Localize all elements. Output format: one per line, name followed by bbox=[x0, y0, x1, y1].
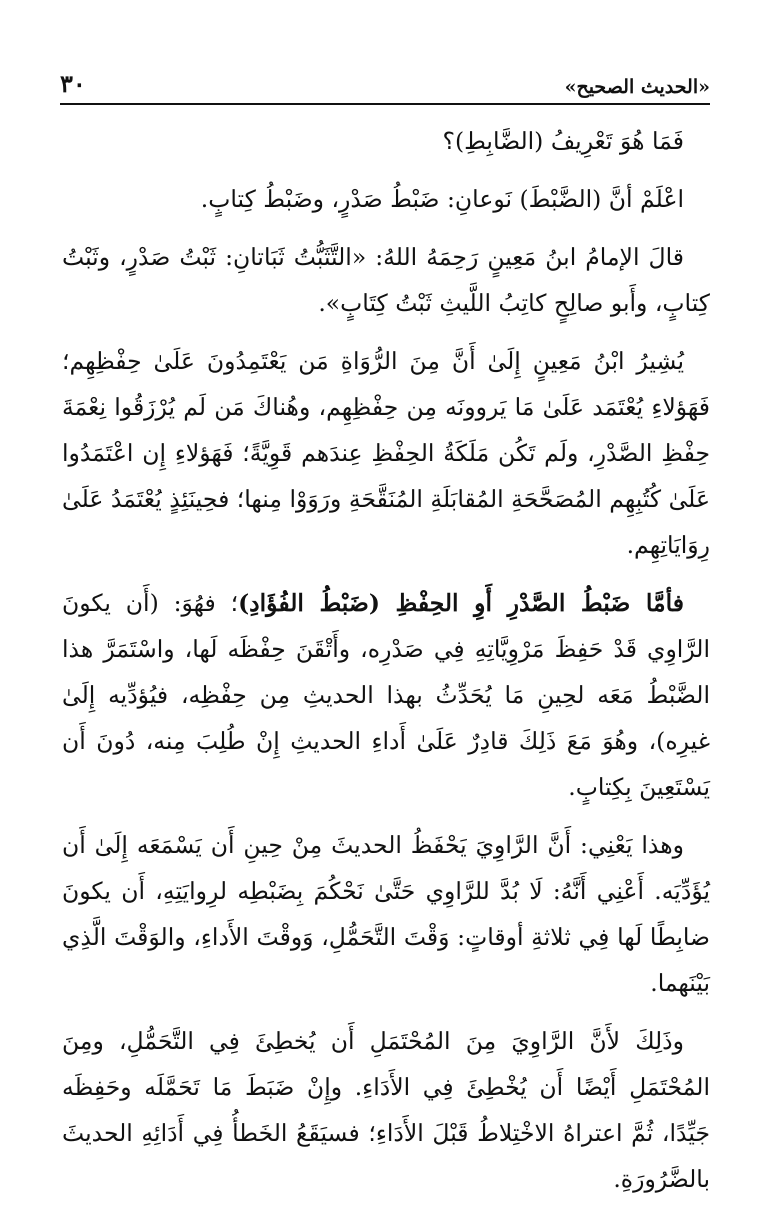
header-rule bbox=[60, 103, 710, 105]
paragraph-text: وذَلِكَ لأَنَّ الرَّاوِيَ مِنَ المُحْتَمَلِ أَن يُخطِئَ فِي التَّحَمُّلِ، ومِنَ المُحْتَمَلِ أَيْضًا أَن يُخْطِئَ فِي الأَدَاءِ. وإِنْ ضَبَطَ مَا تَحَمَّلَه وحَفِظَه جَيِّدًا، ثُمَّ اعتراهُ الاخْتِلاطُ قَبْلَ الأَدَاءِ؛ فسيَقَعُ الخَطأُ فِي أَدَائِهِ الحديثَ بالضَّرُورَةِ. bbox=[62, 1027, 710, 1193]
paragraph-text: ؛ فهُوَ: (أَن يكونَ الرَّاوِي قَدْ حَفِظَ مَرْوِيَّاتِهِ فِي صَدْرِه، وأَتْقَنَ حِفْظَه لَها، واسْتَمَرَّ هذا الضَّبْطُ مَعَه لحِينِ مَا يُحَدِّثُ بهذا الحديثِ مِن حِفْظِه، فيُؤدِّيه إِلَىٰ غيرِه)، وهُوَ مَعَ ذَلِكَ قادِرٌ عَلَىٰ أَداءِ الحديثِ إِنْ طُلِبَ مِنه، دُونَ أَن يَسْتَعِينَ بِكِتابٍ. bbox=[62, 589, 710, 801]
paragraph-meaning bbox=[62, 822, 710, 1006]
page-body bbox=[62, 118, 710, 1214]
paragraph-ibn-maeen-quote bbox=[62, 234, 710, 326]
page-number: ٣٠ bbox=[60, 69, 86, 98]
paragraph-text: يُشِيرُ ابْنُ مَعِينٍ إِلَىٰ أَنَّ مِنَ الرُّوَاةِ مَن يَعْتَمِدُونَ عَلَىٰ حِفْظِهِم؛ فَهَؤلاءِ يُعْتَمَد عَلَىٰ مَا يَروونَه مِن حِفْظِهِم، وهُناكَ مَن لَم يُرْزَقُوا نِعْمَةَ حِفْظِ الصَّدْرِ، ولَم تَكُن مَلَكَةُ الحِفْظِ عِندَهم قَوِيَّةً؛ فَهَؤلاءِ إِن اعْتَمَدُوا عَلَىٰ كُتُبِهِم المُصَحَّحَةِ المُقابَلَةِ المُنَقَّحَةِ ورَوَوْا مِنها؛ فحِينَئِذٍ يُعْتَمَدُ عَلَىٰ رِوَايَاتِهِم. bbox=[62, 347, 710, 559]
paragraph-reason bbox=[62, 1018, 710, 1202]
paragraph-text: اعْلَمْ أنَّ (الضَّبْطَ) نَوعانِ: ضَبْطُ صَدْرٍ، وضَبْطُ كِتابٍ. bbox=[200, 185, 684, 213]
paragraph-question bbox=[62, 118, 710, 164]
paragraph-definition bbox=[62, 580, 710, 810]
running-title: «الحديث الصحيح» bbox=[564, 76, 710, 98]
page-header bbox=[60, 58, 710, 98]
paragraph-text: فَمَا هُوَ تَعْرِيفُ (الضَّابِطِ)؟ bbox=[442, 127, 684, 155]
paragraph-text: قالَ الإمامُ ابنُ مَعِينٍ رَحِمَهُ اللهُ: «التَّثَبُّتُ ثَبَاتانِ: ثَبْتُ صَدْرٍ، وثَبْتُ كِتابٍ، وأَبو صالِحٍ كاتِبُ اللَّيثِ ثَبْتُ كِتَابٍ». bbox=[62, 243, 710, 317]
paragraph-explanation bbox=[62, 338, 710, 568]
definition-term: فأمَّا ضَبْطُ الصَّدْرِ أَوِ الحِفْظِ (ضَبْطُ الفُؤَادِ) bbox=[238, 589, 684, 617]
paragraph-types bbox=[62, 176, 710, 222]
paragraph-text: وهذا يَعْنِي: أَنَّ الرَّاوِيَ يَحْفَظُ الحديثَ مِنْ حِينِ أَن يَسْمَعَه إِلَىٰ أَن يُؤَدِّيَه. أَعْنِي أَنَّهُ: لَا بُدَّ للرَّاوِي حَتَّىٰ نَحْكُمَ بِضَبْطِه لرِوايَتِهِ، أَن يكونَ ضابِطًا لَها فِي ثلاثةِ أوقاتٍ: وَقْتَ التَّحَمُّلِ، وَوقْتَ الأَداءِ، والوَقْتَ الَّذِي بَيْنَهما. bbox=[62, 831, 710, 997]
